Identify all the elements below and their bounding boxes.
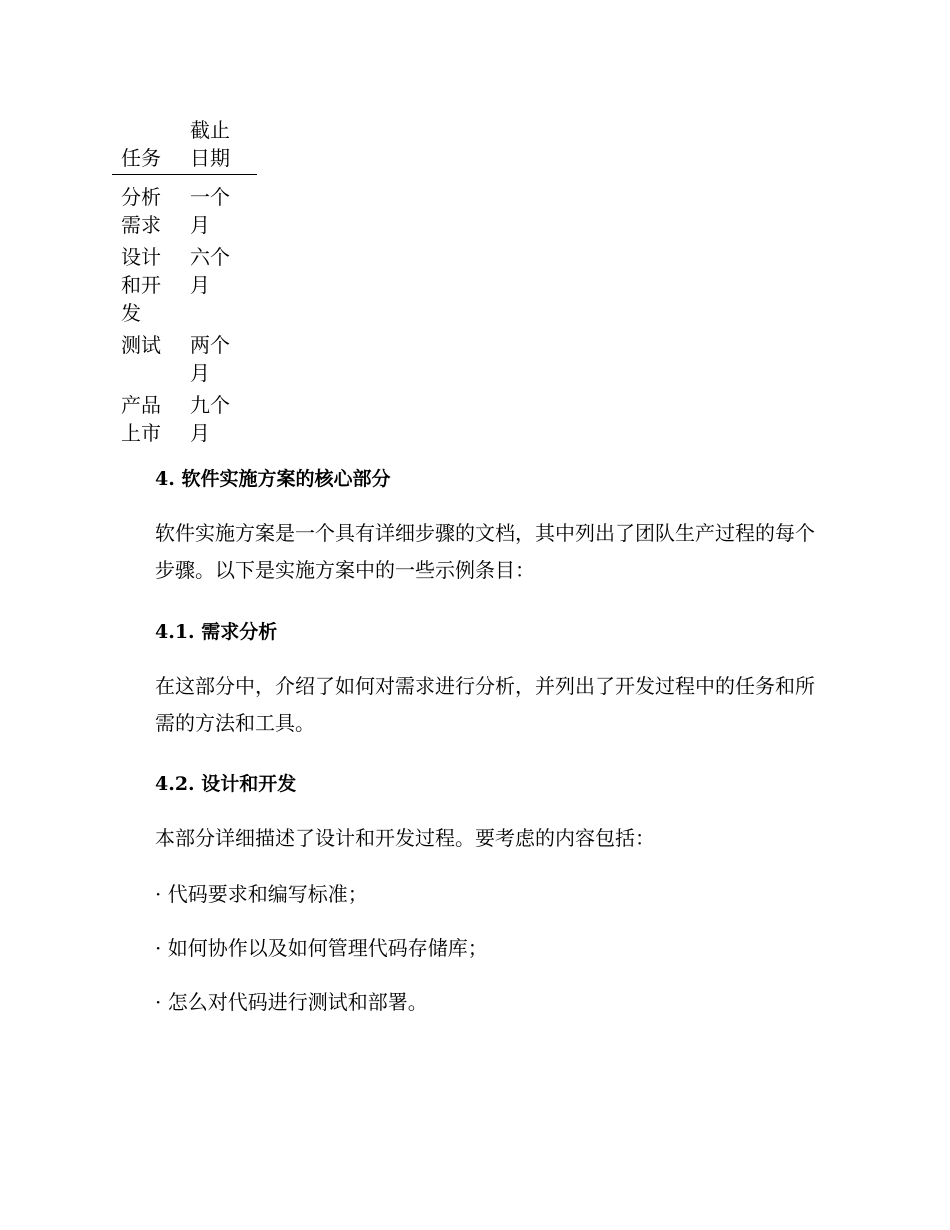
bullet-item: · 怎么对代码进行测试和部署。: [155, 990, 428, 1014]
header-task: 任务: [121, 146, 161, 170]
table-header: [112, 116, 257, 175]
table-row: [112, 243, 257, 327]
deadline-cell: 九个 月: [190, 393, 230, 445]
section-4-1-heading: 4.1. 需求分析: [155, 621, 278, 643]
table-row: [112, 331, 257, 387]
bullet-item: · 代码要求和编写标准；: [155, 882, 368, 906]
section-4-heading: 4. 软件实施方案的核心部分: [155, 468, 391, 490]
schedule-table: [112, 116, 257, 447]
deadline-cell: 一个 月: [190, 185, 230, 237]
task-cell: 分析 需求: [121, 185, 161, 237]
section-4-paragraph: 软件实施方案是一个具有详细步骤的文档，其中列出了团队生产过程的每个步骤。以下是实施方案中的一些示例条目：: [155, 521, 815, 582]
task-cell: 产品 上市: [121, 393, 161, 445]
task-cell: 测试: [121, 333, 161, 357]
task-cell: 设计 和开 发: [121, 245, 161, 325]
section-4-2-heading: 4.2. 设计和开发: [155, 773, 297, 795]
section-4-1-paragraph: 在这部分中，介绍了如何对需求进行分析，并列出了开发过程中的任务和所需的方法和工具。: [155, 674, 815, 735]
deadline-cell: 两个 月: [190, 333, 230, 385]
header-deadline: 截止 日期: [190, 118, 230, 170]
section-4-2-intro: 本部分详细描述了设计和开发过程。要考虑的内容包括：: [155, 826, 655, 850]
table-row: [112, 183, 257, 239]
table-row: [112, 391, 257, 447]
deadline-cell: 六个 月: [190, 245, 230, 297]
bullet-item: · 如何协作以及如何管理代码存储库；: [155, 936, 488, 960]
